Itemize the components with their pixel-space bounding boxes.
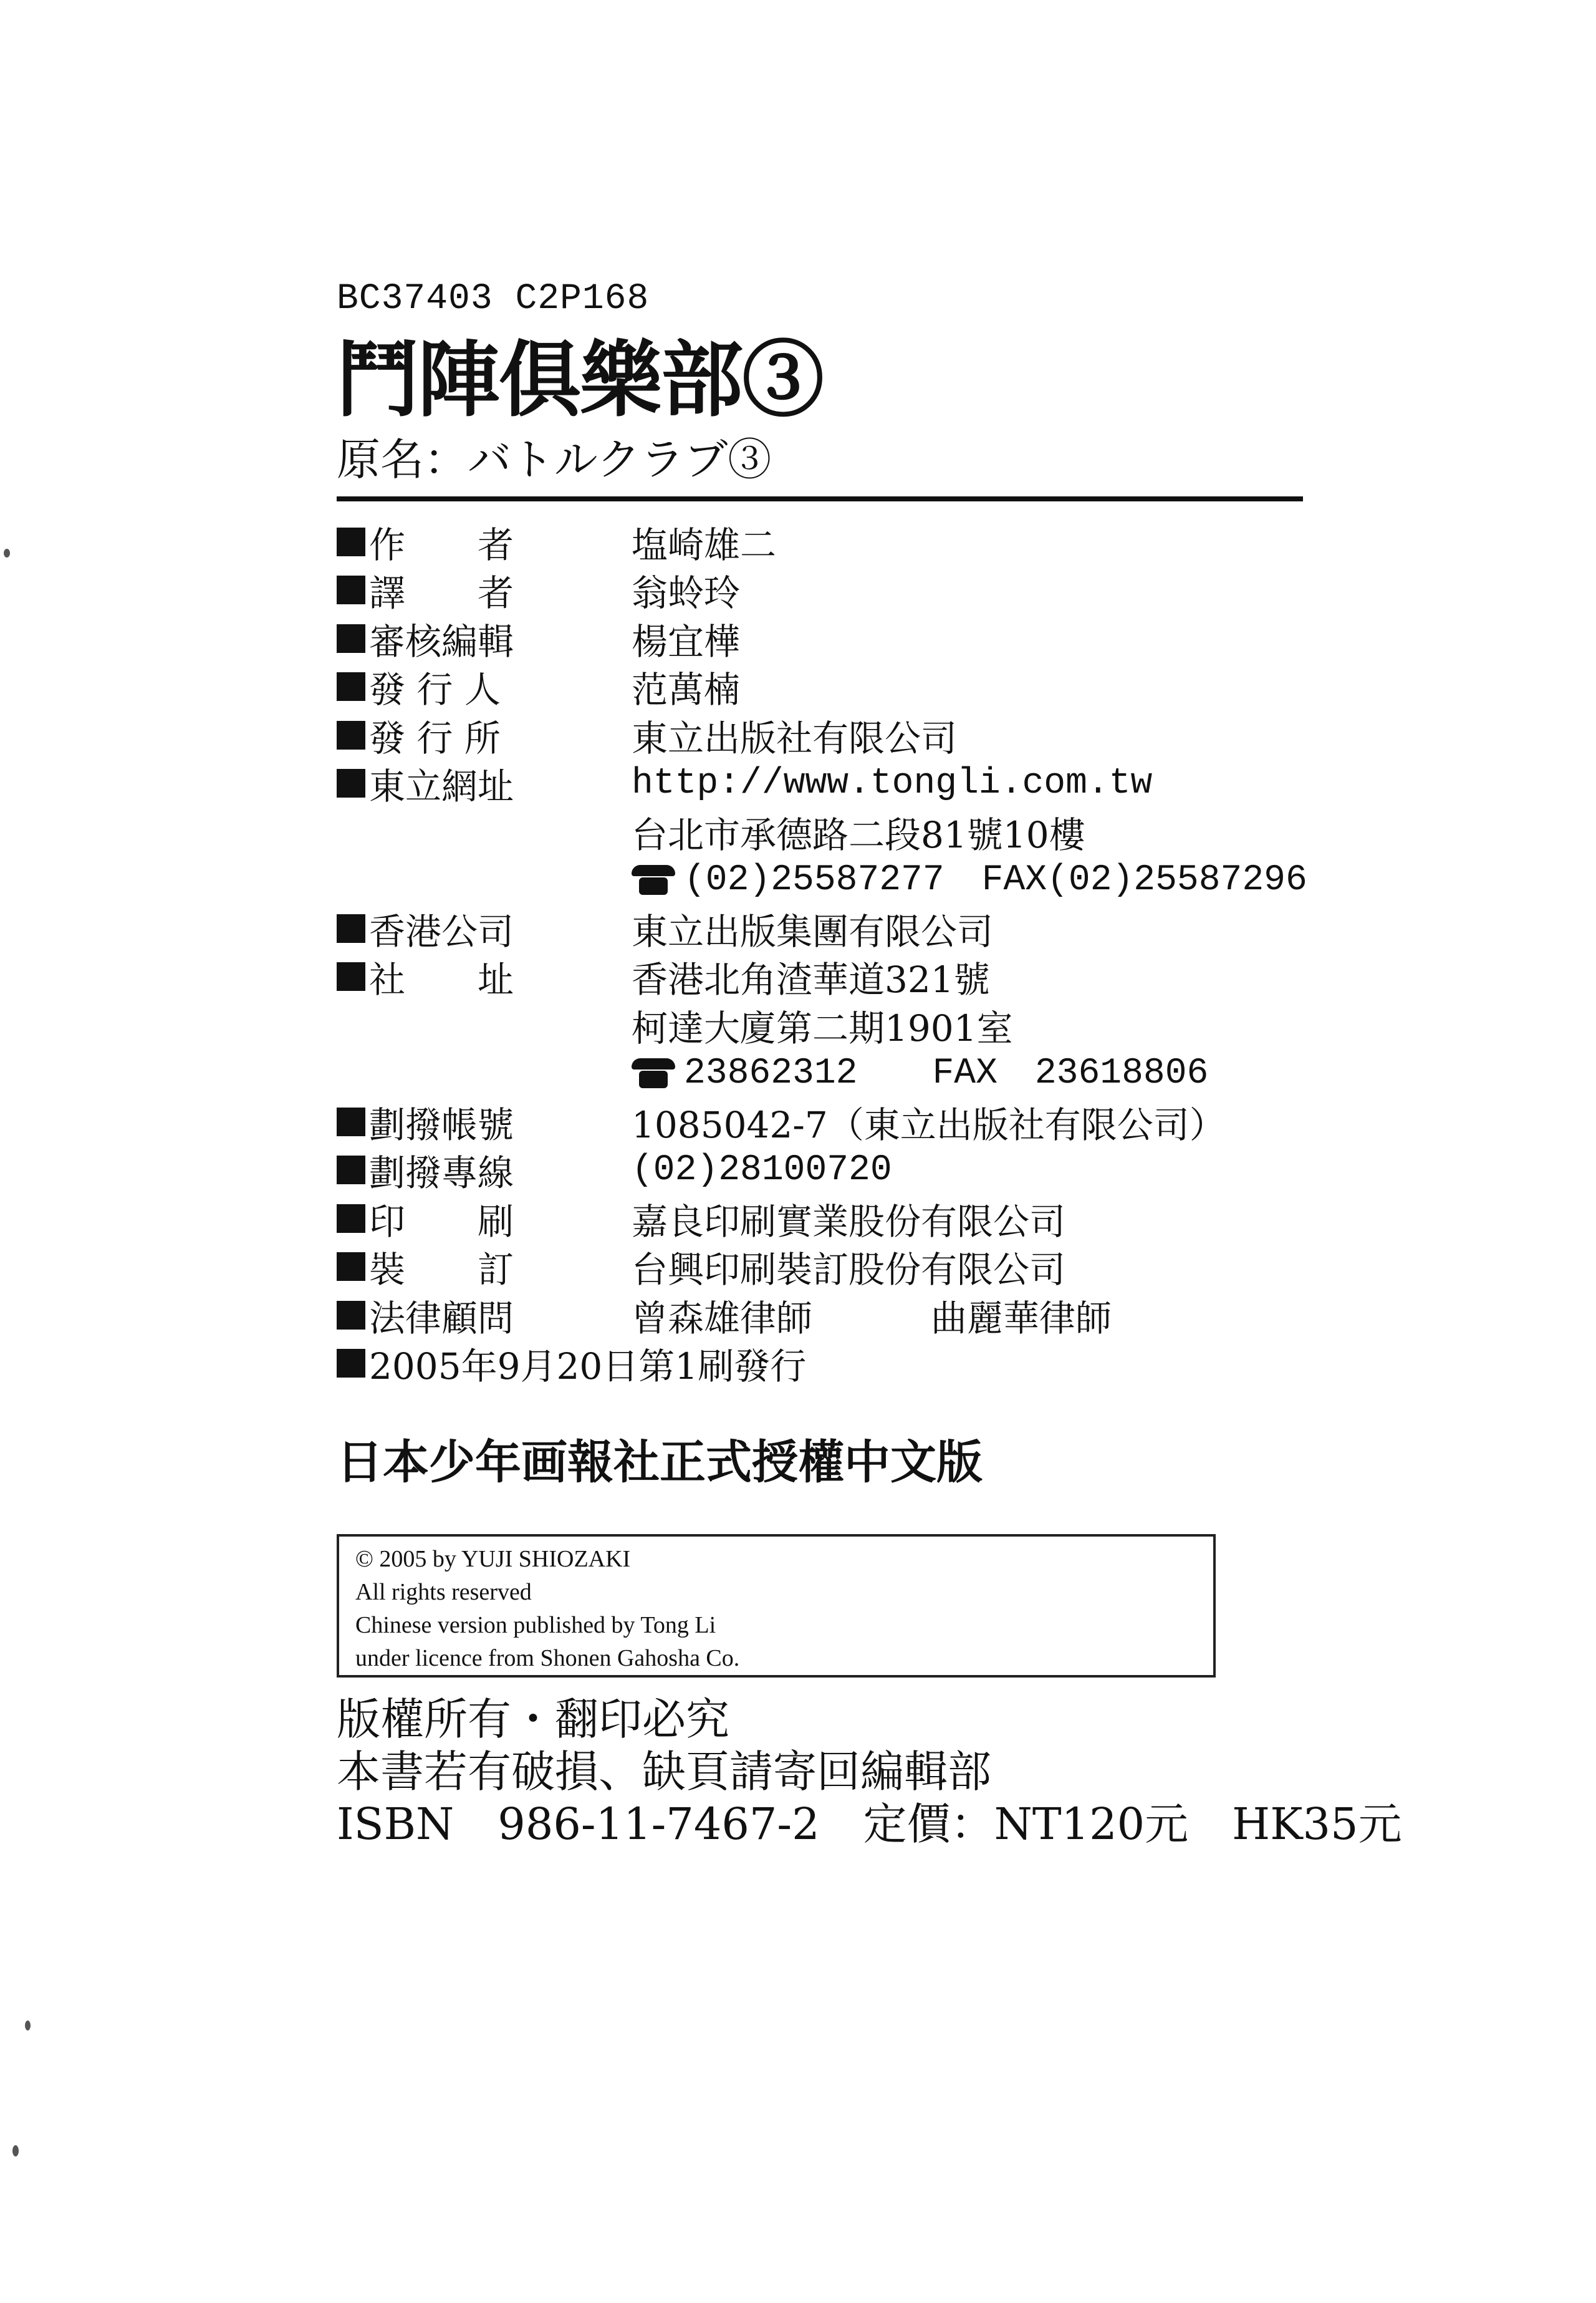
copyright-box bbox=[337, 1534, 1216, 1678]
taipei-address: 台北市承德路二段81號10樓 bbox=[632, 813, 1085, 856]
scan-speck bbox=[12, 2145, 19, 2156]
credit-value: (02)28100720 bbox=[632, 1149, 892, 1190]
taipei-address-row bbox=[337, 808, 1303, 856]
bullet-square-icon bbox=[337, 1301, 365, 1330]
hk-company-row bbox=[337, 904, 1303, 953]
rights-notice: 版權所有・翻印必究 bbox=[337, 1694, 729, 1745]
credit-label: 劃撥帳號 bbox=[369, 1103, 514, 1146]
telephone-icon bbox=[632, 1058, 675, 1088]
credit-row-legal bbox=[337, 1291, 1303, 1340]
original-title: 原名：バトルクラブ③ bbox=[337, 434, 772, 485]
credit-row-translator bbox=[337, 566, 1303, 615]
title-divider bbox=[337, 496, 1303, 501]
copyright-line: © 2005 by YUJI SHIOZAKI bbox=[355, 1546, 631, 1572]
copyright-line: Chinese version published by Tong Li bbox=[355, 1612, 716, 1638]
credit-value: 台興印刷裝訂股份有限公司 bbox=[632, 1248, 1066, 1292]
bullet-square-icon bbox=[337, 1252, 365, 1281]
credit-label: 香港公司 bbox=[369, 910, 514, 953]
hk-address-line2: 柯達大廈第二期1901室 bbox=[632, 1007, 1013, 1050]
isbn-price: ISBN 986-11-7467-2 定價：NT120元 HK35元 bbox=[337, 1798, 1402, 1850]
credit-value: 嘉良印刷實業股份有限公司 bbox=[632, 1200, 1066, 1243]
print-date-row bbox=[337, 1340, 1303, 1388]
bullet-square-icon bbox=[337, 576, 365, 604]
hk-company: 東立出版集團有限公司 bbox=[632, 910, 994, 953]
credit-value: 1085042-7（東立出版社有限公司） bbox=[632, 1103, 1226, 1146]
bullet-square-icon bbox=[337, 672, 365, 701]
bullet-square-icon bbox=[337, 1108, 365, 1136]
credit-row-account bbox=[337, 1098, 1303, 1146]
copyright-line: All rights reserved bbox=[355, 1579, 532, 1605]
hk-phone: 23862312 bbox=[684, 1053, 858, 1094]
credit-label: 發 行 所 bbox=[369, 717, 501, 760]
credit-row-author bbox=[337, 518, 1303, 566]
credit-label: 審核編輯 bbox=[369, 620, 514, 663]
bullet-square-icon bbox=[337, 1156, 365, 1184]
credit-label: 譯 者 bbox=[369, 572, 514, 615]
catalog-code: BC37403 C2P168 bbox=[337, 279, 650, 319]
bullet-square-icon bbox=[337, 624, 365, 653]
authorization-notice: 日本少年画報社正式授權中文版 bbox=[337, 1436, 983, 1489]
credit-label: 裝 訂 bbox=[369, 1248, 514, 1292]
copyright-line: under licence from Shonen Gahosha Co. bbox=[355, 1645, 740, 1671]
scan-speck bbox=[4, 549, 10, 558]
credit-row-printing bbox=[337, 1194, 1303, 1243]
hk-address2-row bbox=[337, 1001, 1303, 1050]
taipei-phone-row bbox=[337, 856, 1307, 905]
print-date: 2005年9月20日第1刷發行 bbox=[369, 1345, 807, 1388]
bullet-square-icon bbox=[337, 1349, 365, 1378]
bullet-square-icon bbox=[337, 769, 365, 798]
credit-value: 東立出版社有限公司 bbox=[632, 717, 958, 760]
credit-label: 法律顧問 bbox=[369, 1296, 514, 1340]
credit-row-account-line bbox=[337, 1146, 1303, 1195]
book-title: 鬥陣俱樂部③ bbox=[337, 332, 823, 428]
footer-notices bbox=[337, 1693, 1402, 1850]
credit-value: 楊宜樺 bbox=[632, 620, 741, 663]
bullet-square-icon bbox=[337, 914, 365, 943]
credit-label: 劃撥專線 bbox=[369, 1152, 514, 1195]
legal-counsel-2: 曲麗華律師 bbox=[931, 1296, 1112, 1340]
hk-phone-row bbox=[337, 1050, 1303, 1098]
hk-fax: 23618806 bbox=[1034, 1053, 1209, 1094]
damage-notice: 本書若有破損、缺頁請寄回編輯部 bbox=[337, 1746, 991, 1797]
credit-row-binding bbox=[337, 1243, 1303, 1292]
website-url: http://www.tongli.com.tw bbox=[632, 763, 1153, 804]
credit-row-editor bbox=[337, 614, 1303, 663]
bullet-square-icon bbox=[337, 721, 365, 750]
credit-row-publisher-person bbox=[337, 663, 1303, 712]
credit-value: 塩崎雄二 bbox=[632, 523, 777, 566]
scan-speck bbox=[25, 2021, 31, 2030]
taipei-phone: (02)25587277 bbox=[684, 859, 945, 900]
bullet-square-icon bbox=[337, 528, 365, 556]
hk-address-row bbox=[337, 953, 1303, 1002]
credit-label: 東立網址 bbox=[369, 765, 514, 808]
credit-label: 印 刷 bbox=[369, 1200, 514, 1243]
hk-fax-label: FAX bbox=[932, 1053, 998, 1094]
publication-info bbox=[337, 518, 1307, 1388]
credit-label: 作 者 bbox=[369, 523, 514, 566]
credit-value: 翁蛉玲 bbox=[632, 572, 741, 615]
credit-value: 范萬楠 bbox=[632, 669, 741, 712]
legal-counsel-1: 曾森雄律師 bbox=[632, 1296, 813, 1340]
bullet-square-icon bbox=[337, 1204, 365, 1233]
bullet-square-icon bbox=[337, 962, 365, 991]
hk-address-line1: 香港北角渣華道321號 bbox=[632, 958, 990, 1002]
credit-label: 社 址 bbox=[369, 958, 514, 1002]
credit-row-website bbox=[337, 760, 1303, 808]
credit-row-publisher bbox=[337, 711, 1303, 760]
taipei-fax: FAX(02)25587296 bbox=[981, 859, 1307, 900]
credit-label: 發 行 人 bbox=[369, 669, 501, 712]
telephone-icon bbox=[632, 865, 675, 895]
